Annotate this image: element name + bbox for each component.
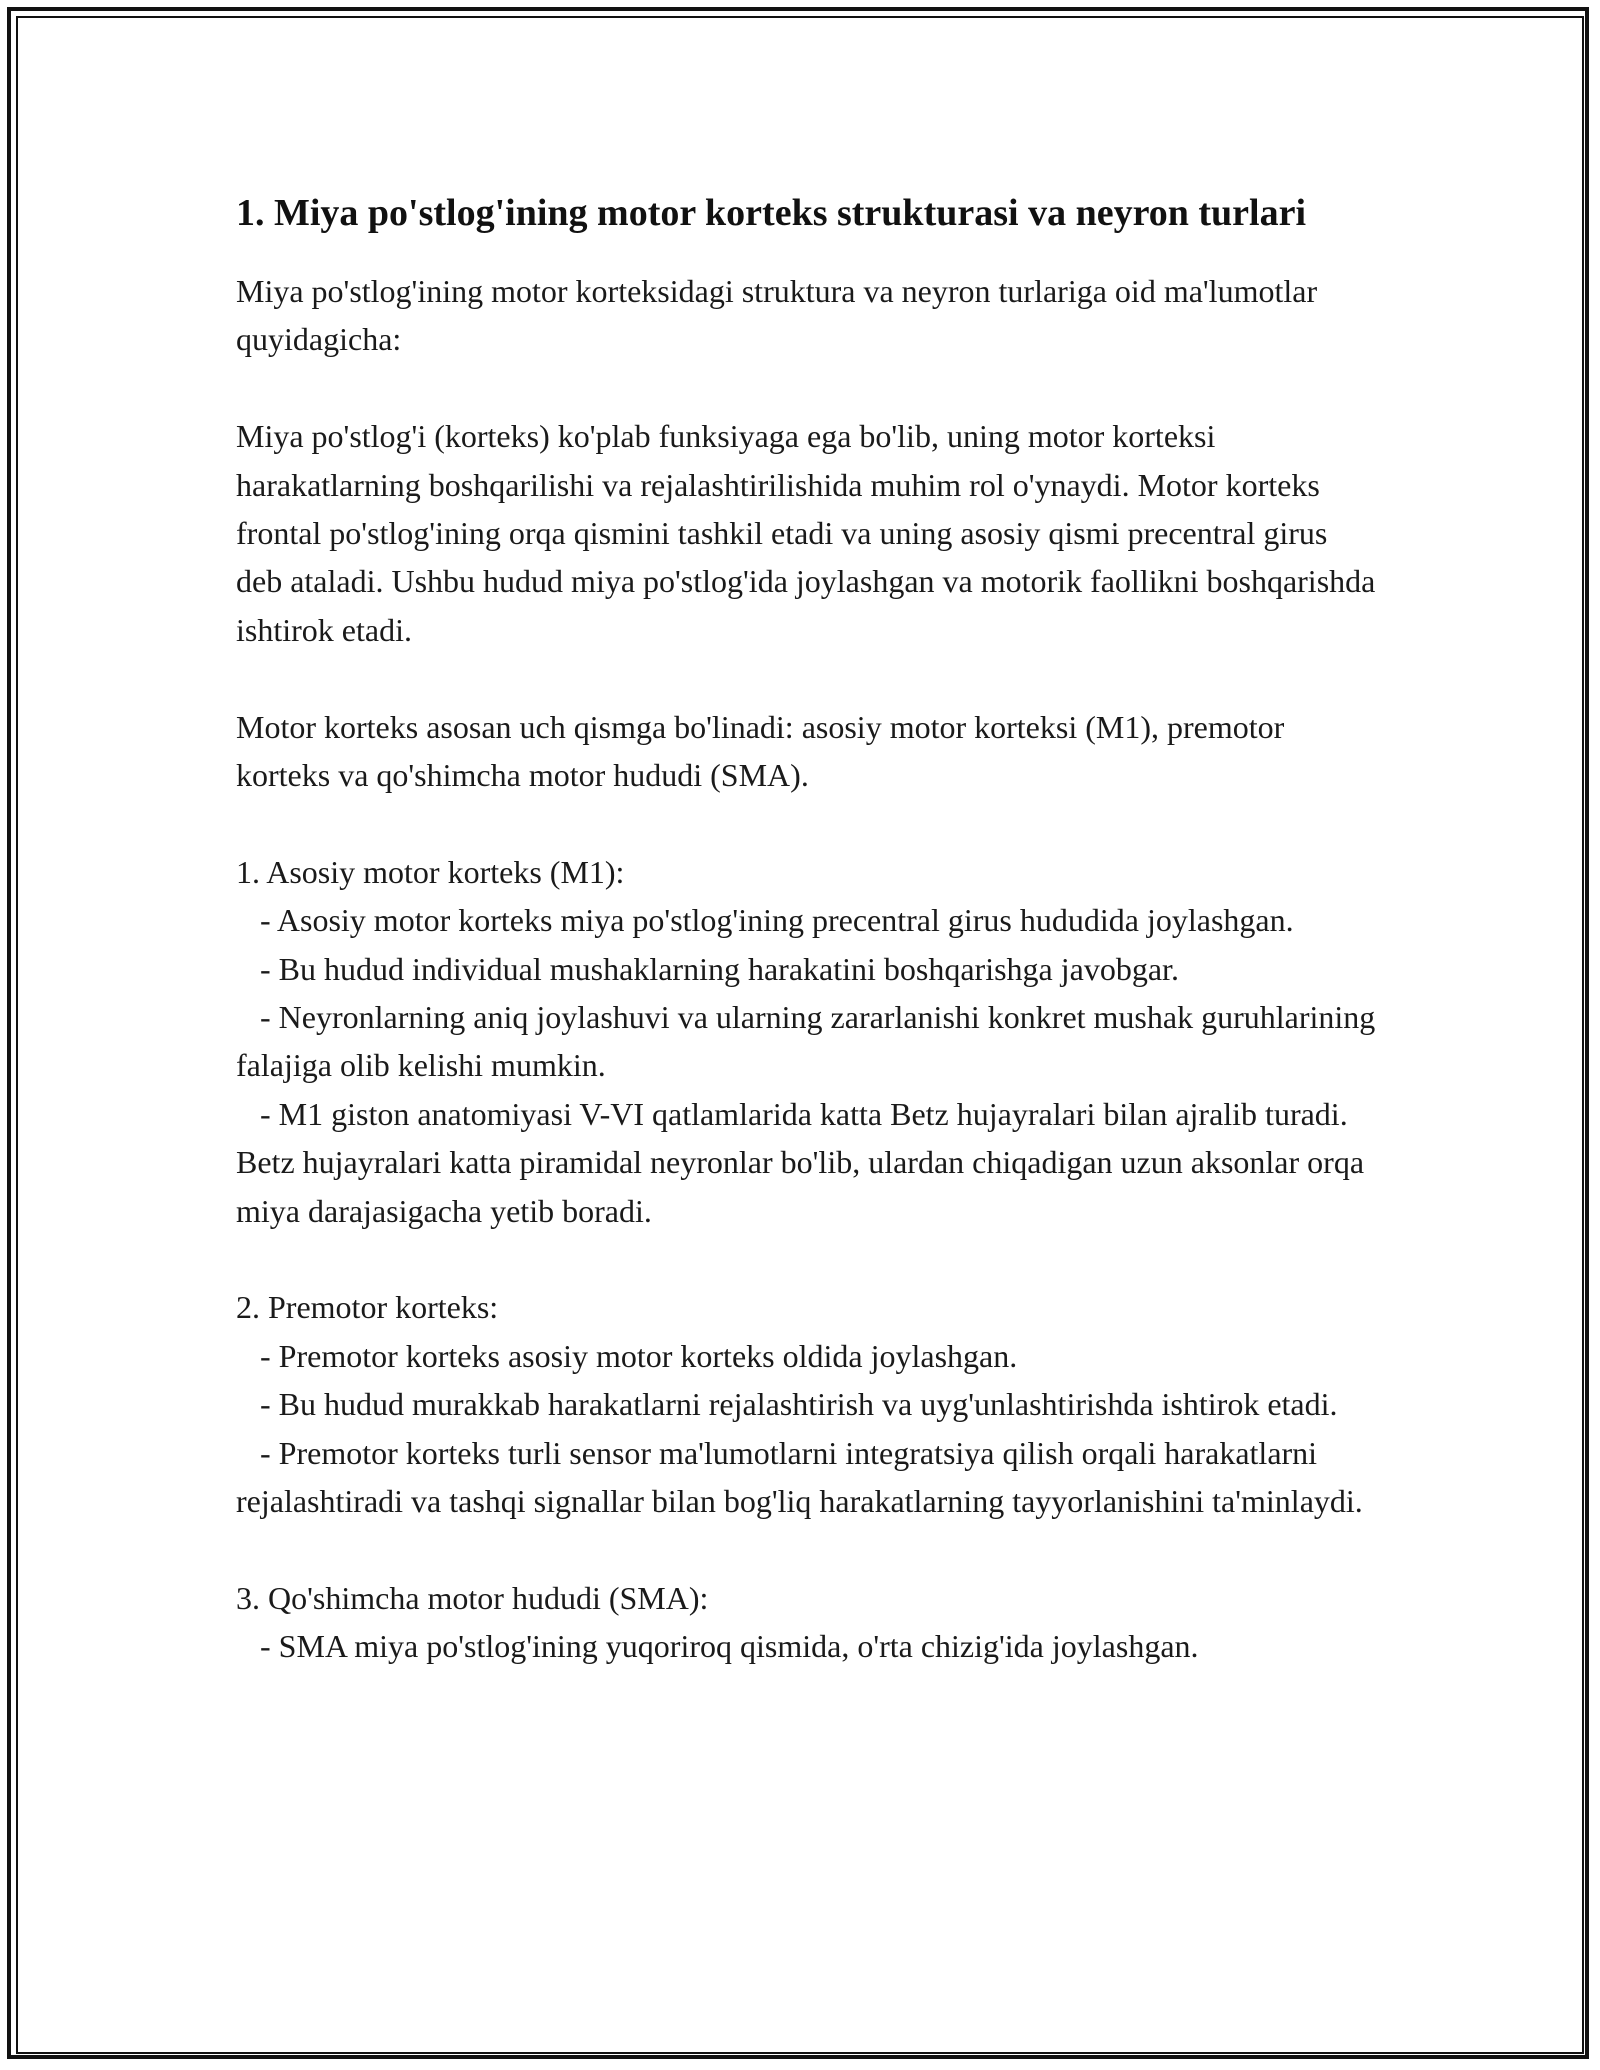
section-heading: 3. Qo'shimcha motor hududi (SMA): — [236, 1579, 709, 1616]
list-item: - SMA miya po'stlog'ining yuqoriroq qismida, o'rta chizig'ida joylashgan. — [260, 1628, 1199, 1665]
paragraph-spacer — [236, 1526, 1376, 1574]
list-item: - Asosiy motor korteks miya po'stlog'ining precentral girus hududida joylashgan. — [260, 902, 1294, 939]
divisions-paragraph: Motor korteks asosan uch qismga bo'linadi: asosiy motor korteksi (M1), premotor korteks va qo'shimcha motor hududi (SMA). — [236, 708, 1285, 794]
list-item: - M1 giston anatomiyasi V-VI qatlamlarida katta Betz hujayralari bilan ajralib turadi. Betz hujayralari katta piramidal neyronlar bo'lib, ulardan chiqadigan uzun aksonlar orqa miya darajasigacha yetib boradi. — [236, 1095, 1373, 1229]
section-m1 — [236, 848, 1384, 1235]
paragraph-spacer — [236, 1235, 1376, 1283]
list-item: - Neyronlarning aniq joylashuvi va ularning zararlanishi konkret mushak guruhlarining falajiga olib kelishi mumkin. — [236, 999, 1384, 1084]
section-sma — [236, 1574, 1376, 1671]
section-premotor — [236, 1283, 1376, 1525]
paragraph-spacer — [236, 654, 1376, 702]
list-item: - Bu hudud murakkab harakatlarni rejalashtirish va uyg'unlashtirishda ishtirok etadi. — [260, 1386, 1338, 1423]
document-body — [236, 267, 1384, 1671]
document-content — [236, 186, 1384, 1671]
document-title: 1. Miya po'stlog'ining motor korteks strukturasi va neyron turlari — [236, 192, 1307, 234]
section-heading: 2. Premotor korteks: — [236, 1289, 499, 1326]
section-heading: 1. Asosiy motor korteks (M1): — [236, 853, 625, 890]
overview-paragraph: Miya po'stlog'i (korteks) ko'plab funksiyaga ega bo'lib, uning motor korteksi harakatlarning boshqarilishi va rejalashtirilishida muhim rol o'ynaydi. Motor korteks frontal po'stlog'ining orqa qismini tashkil etadi va uning asosiy qismi precentral girus deb ataladi. Ushbu hudud miya po'stlog'ida joylashgan va motorik faollikni boshqarishda ishtirok etadi. — [236, 418, 1376, 648]
list-item: - Premotor korteks turli sensor ma'lumotlarni integratsiya qilish orqali harakatlarni rejalashtiradi va tashqi signallar bilan bog'liq harakatlarning tayyorlanishini ta'minlaydi. — [236, 1434, 1363, 1520]
intro-paragraph: Miya po'stlog'ining motor korteksidagi struktura va neyron turlariga oid ma'lumotlar quyidagicha: — [236, 273, 1318, 358]
paragraph-spacer — [236, 364, 1376, 412]
list-item: - Bu hudud individual mushaklarning harakatini boshqarishga javobgar. — [260, 950, 1179, 987]
paragraph-spacer — [236, 799, 1376, 847]
list-item: - Premotor korteks asosiy motor korteks oldida joylashgan. — [260, 1337, 1018, 1374]
